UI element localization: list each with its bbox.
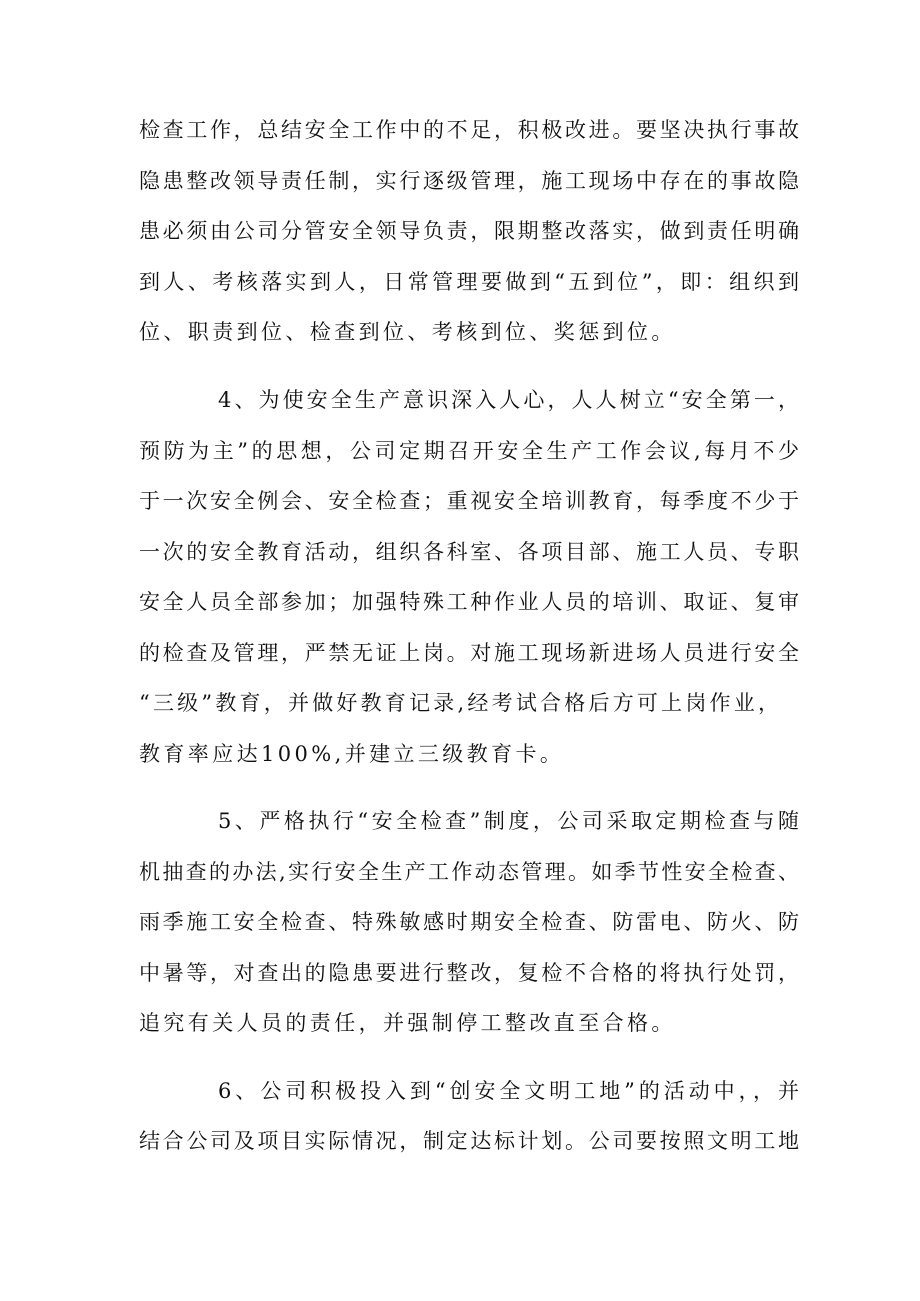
paragraph-1-line-1: 检查工作，总结安全工作中的不足，积极改进。要坚决执行事故	[139, 118, 799, 142]
paragraph-1-line-3: 患必须由公司分管安全领导负责，限期整改落实，做到责任明确	[139, 219, 799, 243]
paragraph-2-line-2: 预防为主”的思想，公司定期召开安全生产工作会议,每月不少	[139, 439, 799, 463]
paragraph-3-line-2: 机抽查的办法,实行安全生产工作动态管理。如季节性安全检查、	[139, 860, 799, 884]
paragraph-1-line-5: 位、职责到位、检查到位、考核到位、奖惩到位。	[139, 320, 676, 344]
paragraph-1-line-4: 到人、考核落实到人，日常管理要做到“五到位”，即：组织到	[139, 270, 799, 294]
paragraph-2-line-3: 于一次安全例会、安全检查；重视安全培训教育，每季度不少于	[139, 489, 799, 513]
paragraph-2-line-6: 的检查及管理，严禁无证上岗。对施工现场新进场人员进行安全	[139, 641, 799, 665]
paragraph-4-line-2: 结合公司及项目实际情况，制定达标计划。公司要按照文明工地	[139, 1129, 799, 1153]
paragraph-1-line-2: 隐患整改领导责任制，实行逐级管理，施工现场中存在的事故隐	[139, 169, 799, 193]
paragraph-2-line-1: 4、为使安全生产意识深入人心，人人树立“安全第一，	[218, 388, 799, 412]
paragraph-2-line-5: 安全人员全部参加；加强特殊工种作业人员的培训、取证、复审	[139, 590, 799, 614]
paragraph-3-line-1: 5、严格执行“安全检查”制度，公司采取定期检查与随	[218, 809, 799, 833]
paragraph-2-line-7: “三级”教育，并做好教育记录,经考试合格后方可上岗作业，	[139, 691, 779, 715]
paragraph-4-line-1: 6、公司积极投入到“创安全文明工地”的活动中，，并	[218, 1079, 799, 1103]
paragraph-2-line-4: 一次的安全教育活动，组织各科室、各项目部、施工人员、专职	[139, 540, 799, 564]
paragraph-3-line-3: 雨季施工安全检查、特殊敏感时期安全检查、防雷电、防火、防	[139, 910, 799, 934]
paragraph-3-line-5: 追究有关人员的责任，并强制停工整改直至合格。	[139, 1011, 676, 1035]
paragraph-3-line-4: 中暑等，对查出的隐患要进行整改，复检不合格的将执行处罚，	[139, 961, 799, 985]
paragraph-2-line-8: 教育率应达100%,并建立三级教育卡。	[139, 742, 565, 766]
